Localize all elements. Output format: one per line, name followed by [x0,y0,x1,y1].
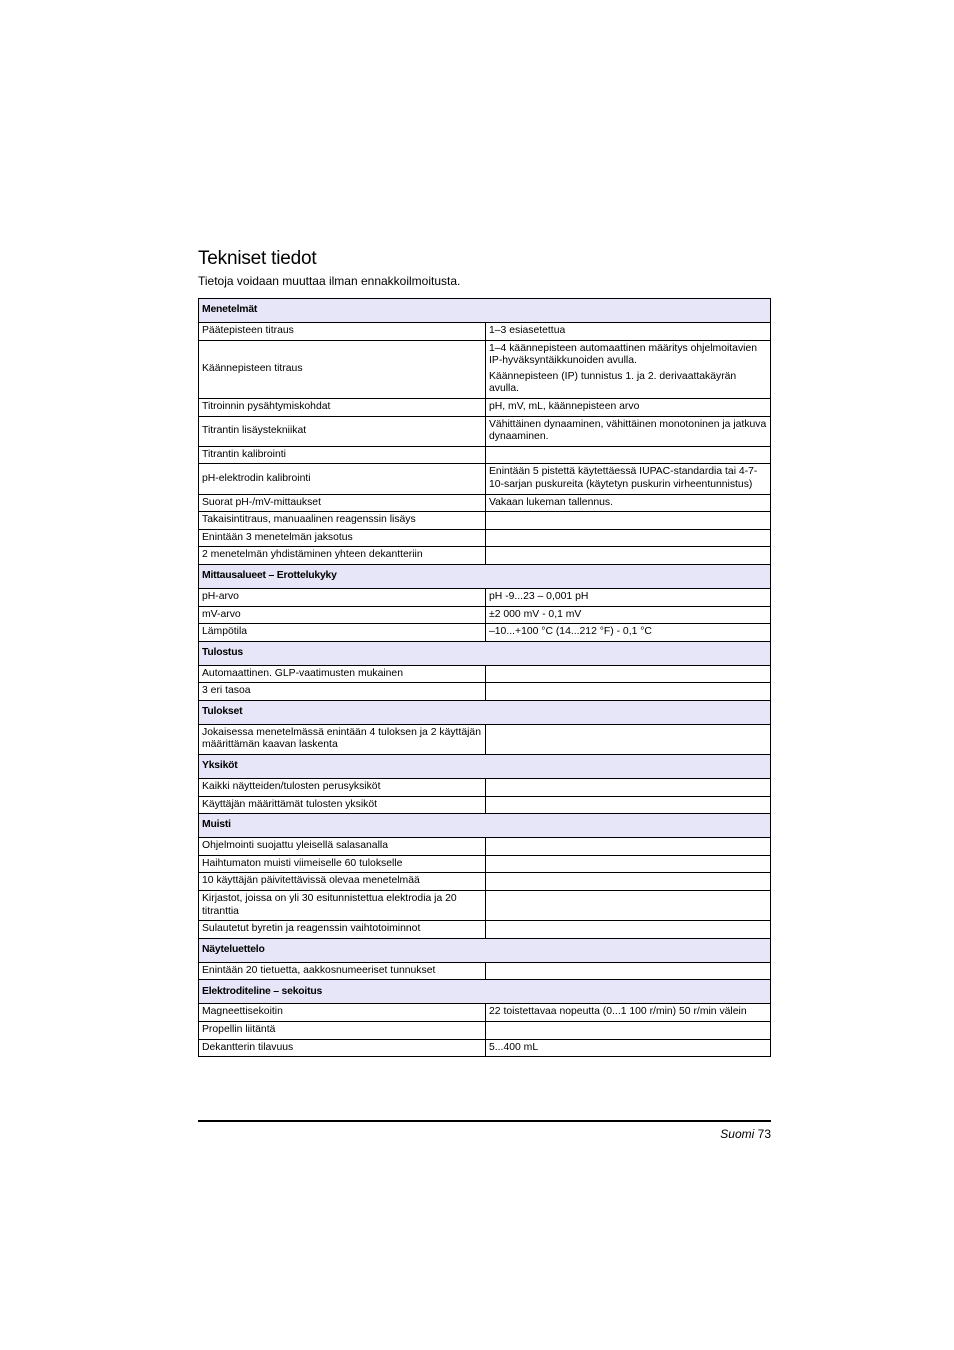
section-header-row [199,299,771,323]
table-row [199,855,771,873]
spec-value-text: 1–3 esiasetettua [489,325,566,336]
spec-label-cell: Titroinnin pysähtymiskohdat [199,398,486,416]
table-row [199,529,771,547]
spec-value-cell [486,779,771,797]
spec-label-cell: Takaisintitraus, manuaalinen reagenssin lisäys [199,512,486,530]
table-row [199,921,771,939]
spec-value-cell [486,547,771,565]
spec-label-cell: 3 eri tasoa [199,683,486,701]
spec-label-cell: pH-elektrodin kalibrointi [199,464,486,494]
spec-value-text: 22 toistettavaa nopeutta (0...1 100 r/min) 50 r/min välein [489,1006,747,1018]
page-number: 73 [757,1127,771,1141]
spec-label-cell: Titrantin lisäystekniikat [199,416,486,446]
spec-label-cell: Haihtumaton muisti viimeiselle 60 tulokselle [199,855,486,873]
spec-label-cell: 2 menetelmän yhdistäminen yhteen dekantteriin [199,547,486,565]
spec-value-text: pH -9...23 – 0,001 pH [489,590,589,602]
spec-label-cell: Automaattinen. GLP-vaatimusten mukainen [199,665,486,683]
spec-value-text: Enintään 5 pistettä käytettäessä IUPAC-standardia tai 4-7-10-sarjan puskureita (käytetyn puskurin virheentunnistus) [489,466,758,490]
table-row [199,588,771,606]
spec-value-text: Käännepisteen (IP) tunnistus 1. ja 2. derivaattakäyrän avulla. [489,370,737,395]
page-footer [720,1127,771,1141]
spec-label-cell: Kaikki näytteiden/tulosten perusyksiköt [199,779,486,797]
section-header-cell [199,980,771,1004]
table-row [199,962,771,980]
spec-value-text: Vähittäinen dynaaminen, vähittäinen monotoninen ja jatkuva dynaaminen. [489,418,767,443]
spec-label-cell: Enintään 20 tietuetta, aakkosnumeeriset tunnukset [199,962,486,980]
spec-value-cell [486,624,771,642]
spec-label-cell: Sulautetut byretin ja reagenssin vaihtotoiminnot [199,921,486,939]
section-heading: Elektroditeline – sekoitus [202,985,323,997]
section-heading: Näyteluettelo [202,944,265,956]
table-row [199,1004,771,1022]
table-row [199,464,771,494]
table-row [199,340,771,398]
spec-value-cell [486,446,771,464]
section-header-row [199,938,771,962]
table-row [199,873,771,891]
table-row [199,891,771,921]
table-row [199,724,771,754]
section-header-cell [199,700,771,724]
spec-value-cell [486,838,771,856]
spec-value-cell [486,962,771,980]
section-header-row [199,755,771,779]
section-header-row [199,980,771,1004]
spec-value-cell [486,494,771,512]
table-row [199,416,771,446]
footer-divider [198,1120,771,1122]
spec-value-cell [486,340,771,398]
spec-label-cell: Suorat pH-/mV-mittaukset [199,494,486,512]
spec-label-cell: 10 käyttäjän päivitettävissä olevaa menetelmää [199,873,486,891]
intro-text: Tietoja voidaan muuttaa ilman ennakkoilmoitusta. [198,274,461,288]
spec-label-cell: mV-arvo [199,606,486,624]
spec-label-cell: Päätepisteen titraus [199,323,486,341]
table-row [199,796,771,814]
spec-value-cell [486,921,771,939]
spec-value-cell [486,873,771,891]
spec-label-cell: Lämpötila [199,624,486,642]
table-row [199,838,771,856]
page-title: Tekniset tiedot [198,248,317,269]
spec-label-cell: Titrantin kalibrointi [199,446,486,464]
table-row [199,606,771,624]
spec-value-text: ±2 000 mV - 0,1 mV [489,608,582,620]
spec-value-cell [486,1022,771,1040]
section-header-cell [199,299,771,323]
spec-value-text: –10...+100 °C (14...212 °F) - 0,1 °C [489,626,652,638]
table-row [199,398,771,416]
spec-label-cell: Propellin liitäntä [199,1022,486,1040]
spec-label-cell: Kirjastot, joissa on yli 30 esitunnistettua elektrodia ja 20 titranttia [199,891,486,921]
spec-label-cell: Magneettisekoitin [199,1004,486,1022]
spec-value-cell [486,1039,771,1057]
spec-value-text: 5...400 mL [489,1041,539,1053]
spec-value-text: 1–4 käännepisteen automaattinen määritys ohjelmoitavien IP-hyväksyntäikkunoiden avulla. [489,342,758,367]
spec-label-cell: Ohjelmointi suojattu yleisellä salasanalla [199,838,486,856]
section-header-cell [199,641,771,665]
section-header-row [199,814,771,838]
section-heading: Tulokset [202,706,243,718]
spec-label-cell: Jokaisessa menetelmässä enintään 4 tuloksen ja 2 käyttäjän määrittämän kaavan laskenta [199,724,486,754]
spec-value-cell [486,724,771,754]
section-heading: Mittausalueet – Erottelukyky [202,570,337,582]
table-row [199,1039,771,1057]
spec-value-cell [486,323,771,341]
section-header-row [199,564,771,588]
spec-table [198,298,771,1057]
spec-label-cell: Käännepisteen titraus [199,340,486,398]
spec-label-cell: pH-arvo [199,588,486,606]
footer-language: Suomi [720,1127,755,1141]
section-heading: Muisti [202,819,231,831]
spec-value-cell [486,665,771,683]
section-header-cell [199,938,771,962]
spec-value-cell [486,1004,771,1022]
spec-value-cell [486,855,771,873]
section-heading: Yksiköt [202,760,238,772]
table-row [199,446,771,464]
spec-value-cell [486,891,771,921]
spec-value-text: Vakaan lukeman tallennus. [489,496,613,508]
spec-value-cell [486,398,771,416]
spec-value-cell [486,796,771,814]
table-row [199,624,771,642]
table-row [199,494,771,512]
section-header-cell [199,564,771,588]
spec-value-cell [486,464,771,494]
section-header-cell [199,755,771,779]
table-row [199,779,771,797]
spec-value-cell [486,683,771,701]
spec-value-cell [486,416,771,446]
table-row [199,683,771,701]
spec-label-cell: Enintään 3 menetelmän jaksotus [199,529,486,547]
spec-label-cell: Käyttäjän määrittämät tulosten yksiköt [199,796,486,814]
spec-value-cell [486,512,771,530]
table-row [199,665,771,683]
section-heading: Menetelmät [202,304,258,316]
spec-value-cell [486,588,771,606]
section-heading: Tulostus [202,646,243,658]
spec-label-cell: Dekantterin tilavuus [199,1039,486,1057]
section-header-cell [199,814,771,838]
spec-value-cell [486,606,771,624]
section-header-row [199,700,771,724]
spec-value-cell [486,529,771,547]
table-row [199,512,771,530]
table-row [199,547,771,565]
section-header-row [199,641,771,665]
table-row [199,1022,771,1040]
table-row [199,323,771,341]
spec-value-text: pH, mV, mL, käännepisteen arvo [489,400,640,412]
